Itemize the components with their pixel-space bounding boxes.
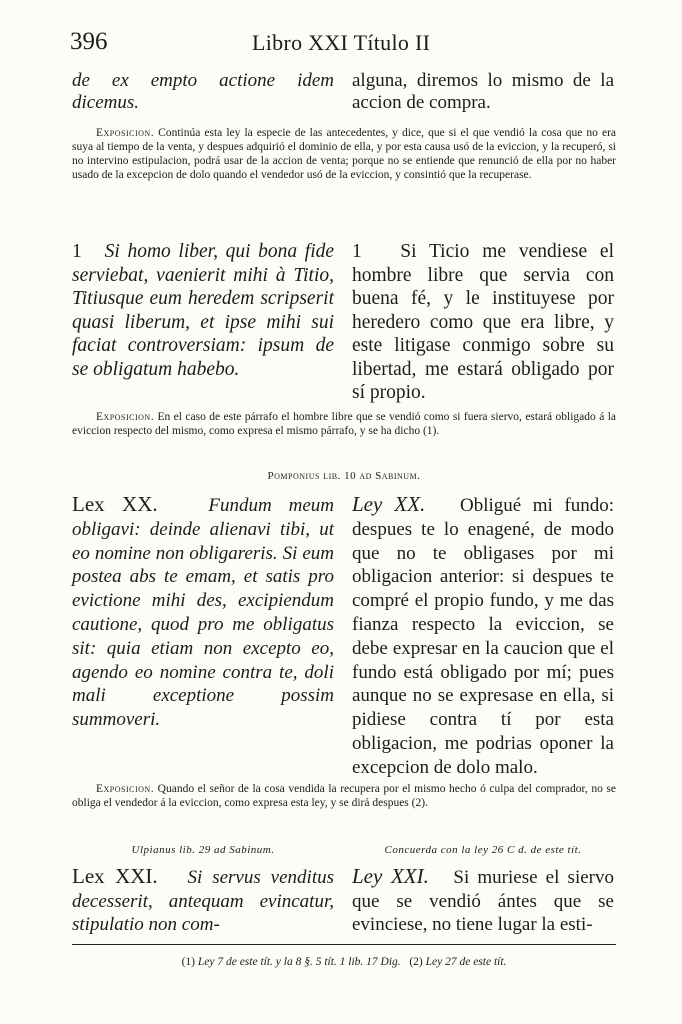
section-text: Si homo liber, qui bona fide serviebat, vaenierit mihi à Titio, Titiusque eum heredem scripserit quasi liberum, et ipse mihi sui faciat controversiam: ipsum de se obligatum habebo. bbox=[72, 241, 335, 380]
section-number: 1 bbox=[352, 241, 362, 262]
lex-heading: Lex XXI. bbox=[72, 864, 158, 888]
exposicion-label: Exposicion. bbox=[96, 127, 155, 139]
source-attribution: Pomponius lib. 10 ad Sabinum. bbox=[267, 470, 421, 482]
source-attribution-left: Ulpianus lib. 29 ad Sabinum. bbox=[131, 844, 275, 856]
lex-text: Si servus venditus decesserit, antequam evincatur, stipulatio non com- bbox=[72, 867, 334, 935]
section-number: 1 bbox=[72, 241, 82, 262]
lex-heading: Lex XX. bbox=[72, 492, 158, 516]
latin-lex-20 bbox=[72, 492, 334, 732]
latin-continuation: de ex empto actione idem dicemus. bbox=[72, 70, 334, 113]
spanish-ley-20 bbox=[352, 492, 614, 780]
exposicion-text: Continúa esta ley la especie de las antecedentes, y dice, que si el que vendió la cosa que no era suya al tiempo de la venta, y despues adquirió el dominio de ella, y por esta causa usó de la eviccion, y la recuperó, si no intervino estipulacion, podrá usar de la accion de venta; porque no se entiende que renunció de ella por no haber usado de la excepcion de dolo quando el vendedor usó de la eviccion, y consintió que la recuperase. bbox=[72, 127, 617, 181]
footnote-divider bbox=[72, 944, 616, 945]
exposicion-label: Exposicion. bbox=[96, 411, 155, 423]
latin-section-1 bbox=[72, 240, 334, 381]
footnote-marker: (1) bbox=[181, 956, 195, 968]
exposicion-label: Exposicion. bbox=[96, 783, 155, 795]
lex-text: Fundum meum obligavi: deinde alienavi tibi, ut eo nomine non obligareris. Si eum postea abs te emam, et satis pro evictione mihi des, excipiendum cautione, quod pro me obligatus sit: quia etiam non excepto eo, agendo eo nomine contra te, doli mali exceptione possim summoveri. bbox=[72, 495, 335, 731]
footnote-text: Ley 27 de este tít. bbox=[425, 956, 507, 968]
running-title: Libro XXI Título II bbox=[252, 30, 431, 55]
ley-heading: Ley XXI. bbox=[352, 864, 429, 888]
spanish-ley-21 bbox=[352, 864, 614, 937]
ley-text: Obligué mi fundo: despues te lo enagené, de modo que no te obligases por mi obligacion anterior: si despues te compré el propio fundo, y me das fianza respecto la eviccion, se debe expresar en la caucion que el fundo está obligado por mí; pues aunque no se expresase en ella, si pidiese contra tí por esta obligacion, me podrias oponer la excepcion de dolo malo. bbox=[352, 495, 614, 778]
spanish-section-1 bbox=[352, 240, 614, 405]
exposicion-text: Quando el señor de la cosa vendida la recupera por el mismo hecho ó culpa del comprador, no se obliga el vendedor á la eviccion, como expresa esta ley, y se dirá despues (2). bbox=[72, 783, 616, 809]
page-number: 396 bbox=[70, 28, 108, 55]
footnotes bbox=[72, 956, 616, 968]
exposicion-text: En el caso de este párrafo el hombre libre que se vendió como si fuera siervo, estará obligado á la eviccion respecto del mismo, como expresa el mismo párrafo, y se ha dicho (1). bbox=[72, 411, 617, 437]
spanish-continuation: alguna, diremos lo mismo de la accion de compra. bbox=[352, 70, 614, 113]
latin-lex-21 bbox=[72, 864, 334, 937]
concordance-note: Concuerda con la ley 26 C d. de este tít. bbox=[384, 844, 582, 856]
exposicion-1 bbox=[72, 126, 616, 182]
exposicion-2 bbox=[72, 410, 616, 438]
ley-heading: Ley XX. bbox=[352, 492, 426, 516]
exposicion-3 bbox=[72, 782, 616, 810]
section-text: Si Ticio me vendiese el hombre libre que servia con buena fé, y le instituyese por heredero como que era libre, y este litigase conmigo sobre su libertad, me estará obligado por sí propio. bbox=[352, 241, 614, 403]
ley-text: Si muriese el siervo que se vendió ántes que se evinciese, no tiene lugar la esti- bbox=[352, 867, 614, 935]
footnote-text: Ley 7 de este tít. y la 8 §. 5 tít. 1 lib. 17 Dig. bbox=[197, 956, 401, 968]
footnote-marker: (2) bbox=[409, 956, 423, 968]
